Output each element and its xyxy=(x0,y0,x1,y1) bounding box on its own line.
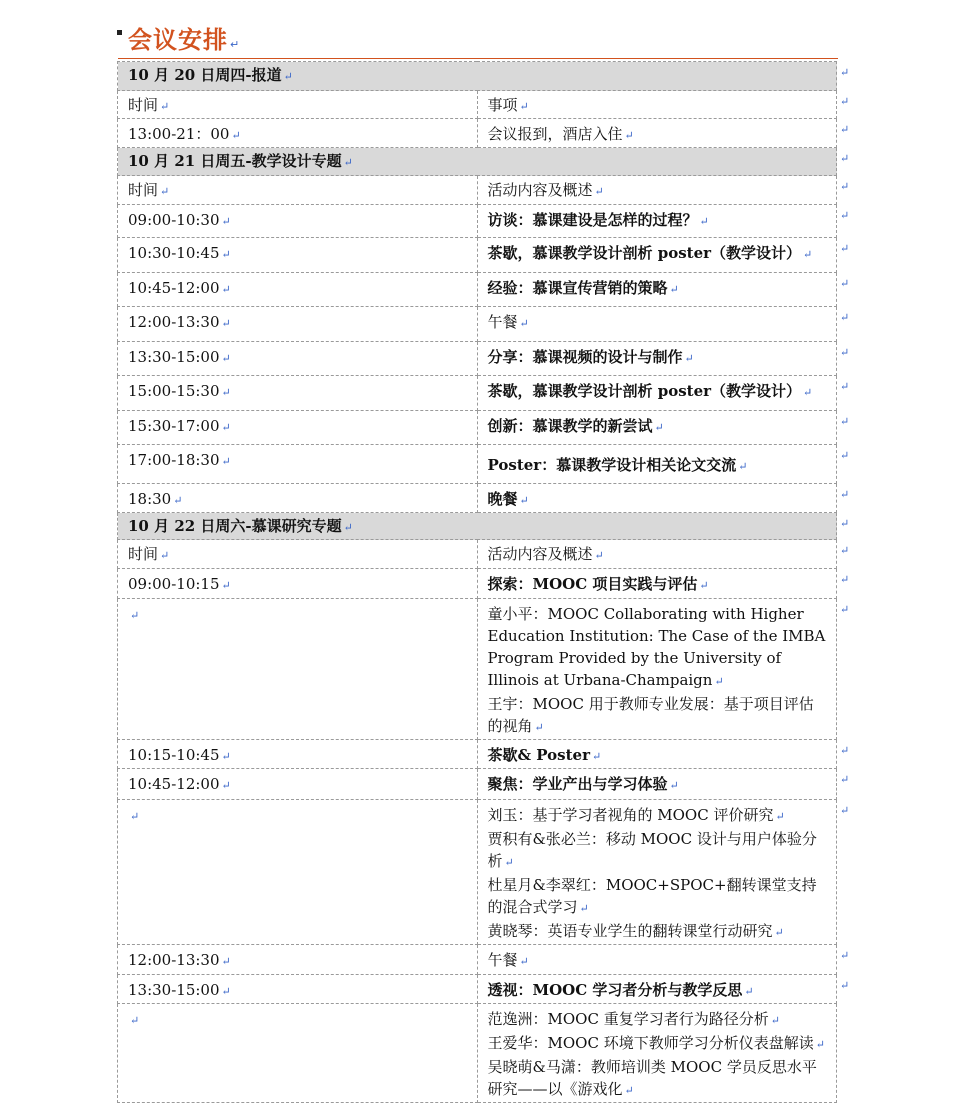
day-title-text: 10 月 21 日周五-教学设计专题 xyxy=(128,152,342,170)
activity-line xyxy=(488,1056,827,1102)
column-header-row xyxy=(118,91,837,119)
paragraph-mark-icon: ↵ xyxy=(774,926,784,939)
paragraph-mark-icon: ↵ xyxy=(594,549,604,562)
schedule-row xyxy=(118,307,837,342)
time-text: 12:00-13:30 xyxy=(128,951,220,969)
schedule-table xyxy=(117,61,837,1103)
activity-text: 创新：慕课教学的新尝试 xyxy=(487,417,653,435)
day-title xyxy=(118,148,837,176)
activity-line xyxy=(488,603,827,693)
day-title-row xyxy=(118,513,837,540)
content-header xyxy=(477,91,837,119)
activity-line xyxy=(488,773,827,797)
schedule-row xyxy=(118,376,837,411)
time-cell xyxy=(118,273,478,307)
activity-text: 午餐 xyxy=(487,951,518,969)
header-text: 事项 xyxy=(487,96,518,114)
day-title-text: 10 月 22 日周六-慕课研究专题 xyxy=(128,517,342,535)
activity-cell xyxy=(477,307,837,342)
paragraph-mark-icon: ↵ xyxy=(343,156,353,169)
row-end-mark-icon: ↵ xyxy=(840,743,850,757)
activity-text: 黄晓琴：英语专业学生的翻转课堂行动研究 xyxy=(487,922,773,940)
schedule-row xyxy=(118,599,837,740)
paragraph-mark-icon: ↵ xyxy=(738,460,748,473)
activity-text: 刘玉：基于学习者视角的 MOOC 评价研究 xyxy=(487,806,774,824)
activity-text: 访谈：慕课建设是怎样的过程？ xyxy=(487,211,698,229)
activity-text: 童小平：MOOC Collaborating with Higher Education Institution: The Case of the IMBA Program Provided by the University of Illinois at Urbana-Champaign xyxy=(487,605,826,689)
paragraph-mark-icon: ↵ xyxy=(160,185,170,198)
activity-cell xyxy=(477,975,837,1004)
paragraph-mark-icon: ↵ xyxy=(221,386,231,399)
paragraph-mark-icon: ↵ xyxy=(744,985,754,998)
activity-text: 茶歇& Poster xyxy=(487,746,590,764)
schedule-row xyxy=(118,945,837,975)
activity-line xyxy=(488,209,827,233)
paragraph-mark-icon: ↵ xyxy=(775,810,785,823)
paragraph-mark-icon: ↵ xyxy=(230,38,241,51)
time-cell xyxy=(118,569,478,599)
activity-line xyxy=(488,1008,827,1032)
paragraph-mark-icon: ↵ xyxy=(221,352,231,365)
paragraph-mark-icon: ↵ xyxy=(714,675,724,688)
row-end-mark-icon: ↵ xyxy=(840,487,850,501)
activity-line xyxy=(488,242,827,266)
paragraph-mark-icon: ↵ xyxy=(130,810,140,823)
paragraph-mark-icon: ↵ xyxy=(221,248,231,261)
time-cell xyxy=(118,376,478,411)
row-end-mark-icon: ↵ xyxy=(840,448,850,462)
activity-line xyxy=(488,277,827,301)
activity-line xyxy=(488,454,827,478)
time-cell xyxy=(118,800,478,945)
row-end-mark-icon: ↵ xyxy=(840,379,850,393)
activity-cell xyxy=(477,740,837,769)
content-header xyxy=(477,540,837,569)
row-end-mark-icon: ↵ xyxy=(840,276,850,290)
row-end-mark-icon: ↵ xyxy=(840,241,850,255)
activity-text: 分享：慕课视频的设计与制作 xyxy=(487,348,683,366)
paragraph-mark-icon: ↵ xyxy=(504,856,514,869)
activity-line xyxy=(488,949,827,973)
time-cell xyxy=(118,945,478,975)
activity-text: 范逸洲：MOOC 重复学习者行为路径分析 xyxy=(487,1010,769,1028)
activity-text: 茶歇，慕课教学设计剖析 poster（教学设计） xyxy=(487,244,802,262)
activity-line xyxy=(488,415,827,439)
time-cell xyxy=(118,975,478,1004)
schedule-row xyxy=(118,342,837,376)
time-cell xyxy=(118,484,478,513)
paragraph-mark-icon: ↵ xyxy=(221,955,231,968)
activity-cell xyxy=(477,205,837,238)
time-cell xyxy=(118,1004,478,1103)
time-text: 10:15-10:45 xyxy=(128,746,220,764)
activity-line xyxy=(488,874,827,920)
paragraph-mark-icon: ↵ xyxy=(221,317,231,330)
paragraph-mark-icon: ↵ xyxy=(160,100,170,113)
paragraph-mark-icon: ↵ xyxy=(624,129,634,142)
time-text: 12:00-13:30 xyxy=(128,313,220,331)
activity-cell xyxy=(477,769,837,800)
paragraph-mark-icon: ↵ xyxy=(221,455,231,468)
row-end-mark-icon: ↵ xyxy=(840,94,850,108)
activity-text: 探索：MOOC 项目实践与评估 xyxy=(487,575,698,593)
row-end-mark-icon: ↵ xyxy=(840,948,850,962)
schedule-row xyxy=(118,238,837,273)
schedule-row xyxy=(118,484,837,513)
schedule-row xyxy=(118,273,837,307)
time-text: 13:30-15:00 xyxy=(128,981,220,999)
activity-cell xyxy=(477,569,837,599)
activity-cell xyxy=(477,1004,837,1103)
day-title xyxy=(118,513,837,540)
activity-line xyxy=(488,804,827,828)
schedule-row xyxy=(118,800,837,945)
paragraph-mark-icon: ↵ xyxy=(699,215,709,228)
paragraph-mark-icon: ↵ xyxy=(815,1038,825,1051)
schedule-row xyxy=(118,569,837,599)
header-text: 时间 xyxy=(128,545,159,563)
time-text: 15:30-17:00 xyxy=(128,417,220,435)
activity-text: 会议报到，酒店入住 xyxy=(487,125,623,143)
activity-line xyxy=(488,311,827,335)
time-text: 10:45-12:00 xyxy=(128,279,220,297)
row-end-mark-icon: ↵ xyxy=(840,572,850,586)
time-cell xyxy=(118,205,478,238)
day-title-row xyxy=(118,62,837,91)
time-cell xyxy=(118,119,478,148)
paragraph-mark-icon: ↵ xyxy=(221,215,231,228)
activity-cell xyxy=(477,119,837,148)
row-end-mark-icon: ↵ xyxy=(840,345,850,359)
paragraph-mark-icon: ↵ xyxy=(699,579,709,592)
activity-text: 王爱华：MOOC 环境下教师学习分析仪表盘解读 xyxy=(487,1034,814,1052)
schedule-row xyxy=(118,119,837,148)
day-title xyxy=(118,62,837,91)
paragraph-mark-icon: ↵ xyxy=(221,579,231,592)
activity-text: 透视：MOOC 学习者分析与教学反思 xyxy=(487,981,743,999)
schedule-row xyxy=(118,411,837,445)
activity-text: 王宇：MOOC 用于教师专业发展：基于项目评估的视角 xyxy=(487,695,814,735)
activity-cell xyxy=(477,376,837,411)
activity-line xyxy=(488,828,827,874)
time-cell xyxy=(118,599,478,740)
paragraph-mark-icon: ↵ xyxy=(624,1084,634,1097)
activity-line xyxy=(488,693,827,739)
activity-cell xyxy=(477,238,837,273)
paragraph-mark-icon: ↵ xyxy=(591,750,602,763)
section-heading: 会议安排 ↵ xyxy=(128,26,241,54)
row-end-mark-icon: ↵ xyxy=(840,414,850,428)
activity-line xyxy=(488,920,827,944)
activity-cell xyxy=(477,273,837,307)
activity-text: 经验：慕课宣传营销的策略 xyxy=(487,279,668,297)
time-header xyxy=(118,540,478,569)
activity-line xyxy=(488,573,827,597)
paragraph-mark-icon: ↵ xyxy=(130,609,140,622)
activity-cell xyxy=(477,445,837,484)
activity-text: 午餐 xyxy=(487,313,518,331)
paragraph-mark-icon: ↵ xyxy=(231,129,241,142)
row-end-mark-icon: ↵ xyxy=(840,208,850,222)
header-text: 时间 xyxy=(128,96,159,114)
time-cell xyxy=(118,342,478,376)
time-cell xyxy=(118,411,478,445)
row-end-mark-icon: ↵ xyxy=(840,151,850,165)
paragraph-mark-icon: ↵ xyxy=(519,100,529,113)
activity-text: 贾积有&张必兰：移动 MOOC 设计与用户体验分析 xyxy=(487,830,817,870)
paragraph-mark-icon: ↵ xyxy=(684,352,694,365)
activity-line xyxy=(488,380,827,404)
day-title-text: 10 月 20 日周四-报道 xyxy=(128,66,282,84)
time-cell xyxy=(118,769,478,800)
time-text: 17:00-18:30 xyxy=(128,451,220,469)
header-text: 活动内容及概述 xyxy=(487,181,593,199)
activity-text: 吴晓萌&马潇：教师培训类 MOOC 学员反思水平研究——以《游戏化 xyxy=(487,1058,817,1098)
paragraph-mark-icon: ↵ xyxy=(803,248,813,261)
time-text: 13:00-21：00 xyxy=(128,125,230,143)
row-end-mark-icon: ↵ xyxy=(840,122,850,136)
heading-bullet xyxy=(117,30,122,35)
paragraph-mark-icon: ↵ xyxy=(519,494,529,507)
paragraph-mark-icon: ↵ xyxy=(221,985,231,998)
paragraph-mark-icon: ↵ xyxy=(221,750,231,763)
time-cell xyxy=(118,238,478,273)
activity-text: Poster：慕课教学设计相关论文交流 xyxy=(487,456,737,474)
paragraph-mark-icon: ↵ xyxy=(160,549,170,562)
row-end-mark-icon: ↵ xyxy=(840,516,850,530)
row-end-mark-icon: ↵ xyxy=(840,772,850,786)
column-header-row xyxy=(118,176,837,205)
row-end-mark-icon: ↵ xyxy=(840,543,850,557)
activity-cell xyxy=(477,599,837,740)
row-end-mark-icon: ↵ xyxy=(840,65,850,79)
day-title-row xyxy=(118,148,837,176)
paragraph-mark-icon: ↵ xyxy=(173,494,183,507)
schedule-row xyxy=(118,740,837,769)
row-end-mark-icon: ↵ xyxy=(840,602,850,616)
activity-text: 茶歇，慕课教学设计剖析 poster（教学设计） xyxy=(487,382,802,400)
paragraph-mark-icon: ↵ xyxy=(221,283,231,296)
time-text: 09:00-10:15 xyxy=(128,575,220,593)
activity-line xyxy=(488,979,827,1003)
time-text: 09:00-10:30 xyxy=(128,211,220,229)
paragraph-mark-icon: ↵ xyxy=(130,1014,140,1027)
heading-rule xyxy=(118,58,838,59)
paragraph-mark-icon: ↵ xyxy=(770,1014,780,1027)
paragraph-mark-icon: ↵ xyxy=(669,283,679,296)
time-cell xyxy=(118,740,478,769)
row-end-mark-icon: ↵ xyxy=(840,310,850,324)
activity-cell xyxy=(477,945,837,975)
time-text: 10:45-12:00 xyxy=(128,775,220,793)
row-end-mark-icon: ↵ xyxy=(840,978,850,992)
activity-text: 晚餐 xyxy=(487,490,518,508)
time-text: 15:00-15:30 xyxy=(128,382,220,400)
paragraph-mark-icon: ↵ xyxy=(343,521,353,534)
paragraph-mark-icon: ↵ xyxy=(803,386,813,399)
activity-line xyxy=(488,1032,827,1056)
paragraph-mark-icon: ↵ xyxy=(594,185,604,198)
schedule-row xyxy=(118,1004,837,1103)
column-header-row xyxy=(118,540,837,569)
activity-line xyxy=(488,123,827,147)
row-end-mark-icon: ↵ xyxy=(840,803,850,817)
paragraph-mark-icon: ↵ xyxy=(283,70,293,83)
paragraph-mark-icon: ↵ xyxy=(534,721,544,734)
time-text: 18:30 xyxy=(128,490,172,508)
schedule-row xyxy=(118,445,837,484)
content-header xyxy=(477,176,837,205)
time-cell xyxy=(118,307,478,342)
paragraph-mark-icon: ↵ xyxy=(579,902,589,915)
header-text: 活动内容及概述 xyxy=(487,545,593,563)
activity-text: 杜星月&李翠红：MOOC+SPOC+翻转课堂支持的混合式学习 xyxy=(487,876,817,916)
paragraph-mark-icon: ↵ xyxy=(519,955,529,968)
time-header xyxy=(118,91,478,119)
activity-line xyxy=(488,744,827,768)
activity-cell xyxy=(477,342,837,376)
paragraph-mark-icon: ↵ xyxy=(221,421,231,434)
schedule-row xyxy=(118,769,837,800)
activity-cell xyxy=(477,411,837,445)
paragraph-mark-icon: ↵ xyxy=(654,421,664,434)
schedule-row xyxy=(118,975,837,1004)
header-text: 时间 xyxy=(128,181,159,199)
paragraph-mark-icon: ↵ xyxy=(669,779,679,792)
time-header xyxy=(118,176,478,205)
activity-cell xyxy=(477,800,837,945)
time-text: 10:30-10:45 xyxy=(128,244,220,262)
activity-text: 聚焦：学业产出与学习体验 xyxy=(487,775,668,793)
row-end-mark-icon: ↵ xyxy=(840,179,850,193)
activity-line xyxy=(488,346,827,370)
time-cell xyxy=(118,445,478,484)
schedule-row xyxy=(118,205,837,238)
paragraph-mark-icon: ↵ xyxy=(221,779,231,792)
activity-cell xyxy=(477,484,837,513)
paragraph-mark-icon: ↵ xyxy=(519,317,529,330)
activity-line xyxy=(488,488,827,512)
time-text: 13:30-15:00 xyxy=(128,348,220,366)
